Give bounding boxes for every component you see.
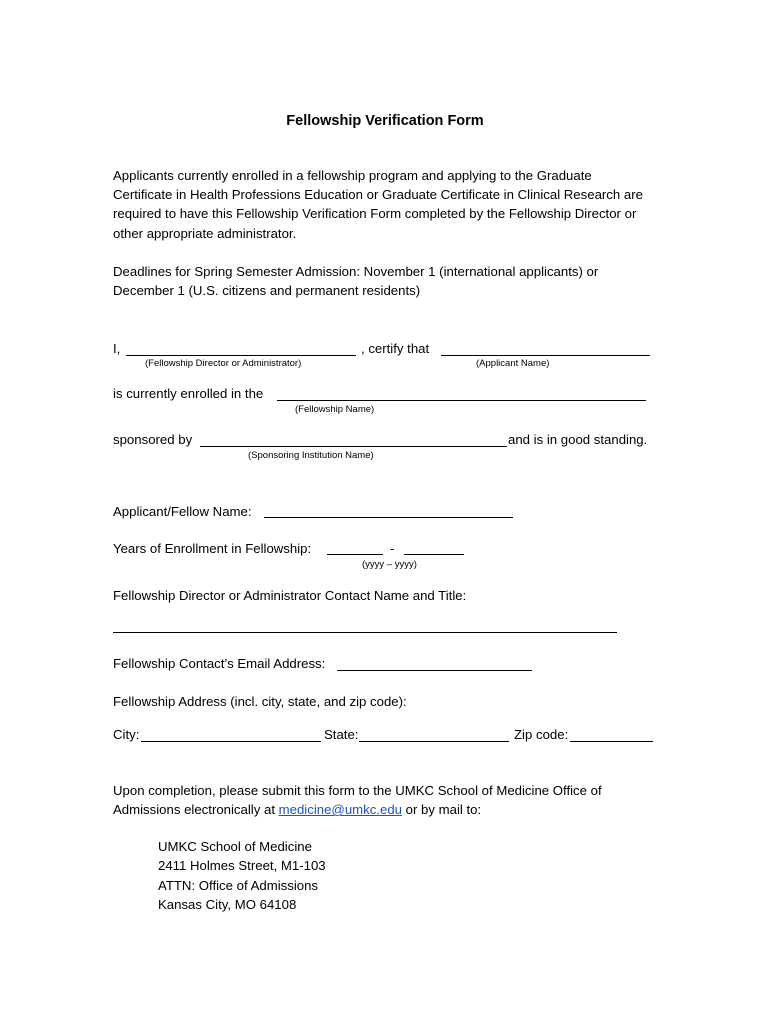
certify-middle: , certify that (361, 341, 430, 356)
contact-label: Fellowship Director or Administrator Contact Name and Title: (113, 588, 467, 603)
certify-prefix: I, (113, 341, 121, 356)
years-dash: - (390, 541, 395, 556)
city-field[interactable] (141, 741, 321, 742)
end-year-field[interactable] (404, 554, 464, 555)
address-line-1: UMKC School of Medicine (158, 839, 312, 854)
zip-label: Zip code: (514, 727, 569, 742)
state-label: State: (324, 727, 359, 742)
fellowship-name-field[interactable] (277, 400, 646, 401)
deadlines-paragraph: Deadlines for Spring Semester Admission: November 1 (international applicants) or December 1 (U.S. citizens and permanent residents) (113, 264, 599, 299)
email-label: Fellowship Contact’s Email Address: (113, 656, 326, 671)
sponsor-caption: (Sponsoring Institution Name) (248, 450, 374, 461)
city-label: City: (113, 727, 140, 742)
enrolled-label: is currently enrolled in the (113, 386, 264, 401)
contact-email-field[interactable] (337, 670, 532, 671)
submit-text-after: or by mail to: (402, 802, 482, 818)
submit-paragraph (113, 781, 643, 819)
fellowship-name-caption: (Fellowship Name) (295, 404, 375, 415)
years-label: Years of Enrollment in Fellowship: (113, 541, 312, 556)
address-line-4: Kansas City, MO 64108 (158, 896, 297, 912)
applicant-caption: (Applicant Name) (476, 358, 550, 369)
director-caption: (Fellowship Director or Administrator) (145, 358, 302, 369)
intro-paragraph: Applicants currently enrolled in a fellowship program and applying to the Graduate Certificate in Health Professions Education or Graduate Certificate in Clinical Research are required to have this Fellowship Verification Form completed by the Fellowship Director or other appropriate administrator. (113, 168, 643, 241)
state-field[interactable] (359, 741, 509, 742)
applicant-fellow-name-label: Applicant/Fellow Name: (113, 504, 252, 519)
address-line-3: ATTN: Office of Admissions (158, 877, 319, 893)
mailing-address (158, 837, 326, 914)
sponsored-label: sponsored by (113, 432, 193, 447)
director-name-field[interactable] (126, 355, 356, 356)
address-label: Fellowship Address (incl. city, state, and zip code): (113, 694, 407, 709)
applicant-name-blank[interactable] (441, 355, 650, 356)
contact-name-title-field[interactable] (113, 632, 617, 633)
sponsor-institution-field[interactable] (200, 446, 507, 447)
start-year-field[interactable] (327, 554, 383, 555)
form-title: Fellowship Verification Form (286, 113, 484, 129)
zip-field[interactable] (570, 741, 653, 742)
submit-text-before: Upon completion, please submit this form to the UMKC School of Medicine Office of Admissions electronically at (113, 783, 602, 818)
email-link[interactable]: medicine@umkc.edu (278, 802, 402, 818)
years-caption: (yyyy – yyyy) (362, 559, 417, 570)
good-standing-text: and is in good standing. (508, 432, 648, 447)
applicant-fellow-name-field[interactable] (264, 517, 513, 518)
address-line-2: 2411 Holmes Street, M1-103 (158, 858, 326, 874)
